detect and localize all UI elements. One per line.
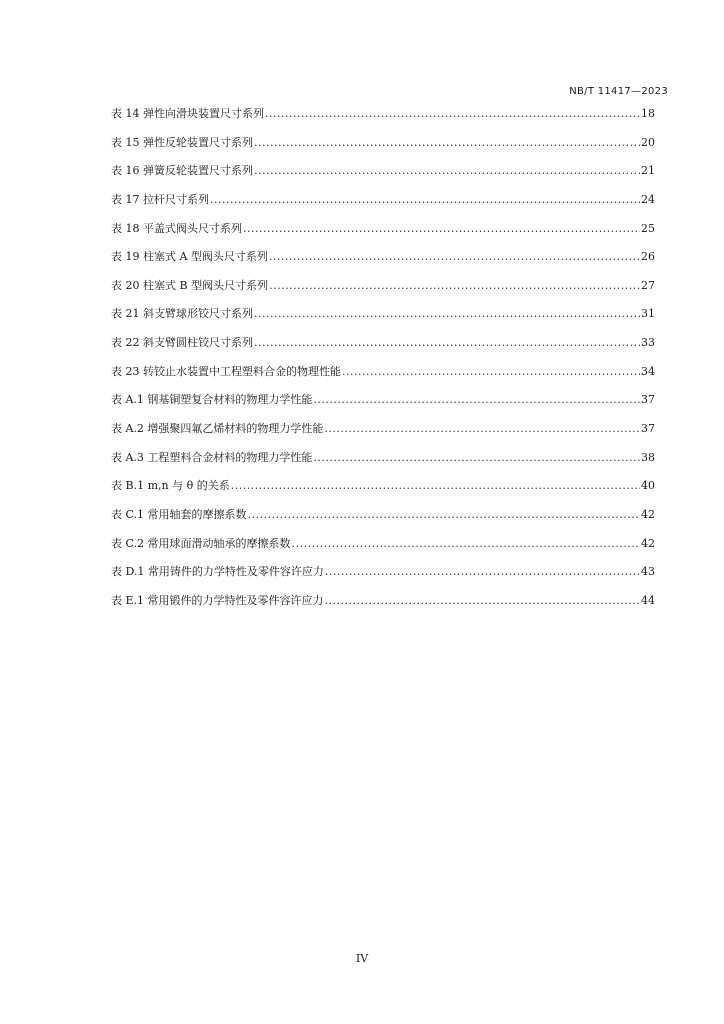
toc-entry-page: 33 bbox=[641, 336, 655, 350]
toc-leader-dots bbox=[325, 564, 640, 580]
toc-entry-title: 表 18 平盖式阀头尺寸系列 bbox=[111, 221, 242, 235]
toc-entry-page: 34 bbox=[641, 364, 655, 378]
toc-entry[interactable] bbox=[111, 364, 655, 393]
toc-leader-dots bbox=[210, 192, 640, 208]
toc-leader-dots bbox=[342, 364, 640, 380]
toc-entry[interactable] bbox=[111, 135, 655, 164]
toc-leader-dots bbox=[265, 106, 640, 122]
toc-entry-title: 表 C.1 常用轴套的摩擦系数 bbox=[111, 507, 247, 521]
toc-entry[interactable] bbox=[111, 450, 655, 479]
toc-entry[interactable] bbox=[111, 221, 655, 250]
toc-entry[interactable] bbox=[111, 335, 655, 364]
toc-entry-page: 25 bbox=[641, 221, 655, 235]
toc-entry-title: 表 20 柱塞式 B 型阀头尺寸系列 bbox=[111, 278, 269, 292]
toc-entry-page: 21 bbox=[641, 164, 655, 178]
toc-entry[interactable] bbox=[111, 192, 655, 221]
toc-entry[interactable] bbox=[111, 593, 655, 622]
toc-leader-dots bbox=[254, 163, 640, 179]
toc-entry[interactable] bbox=[111, 163, 655, 192]
toc-leader-dots bbox=[243, 221, 640, 237]
toc-entry-title: 表 17 拉杆尺寸系列 bbox=[111, 192, 209, 206]
toc-entry[interactable] bbox=[111, 106, 655, 135]
toc-entry-title: 表 15 弹性反轮装置尺寸系列 bbox=[111, 135, 253, 149]
toc-entry-page: 37 bbox=[641, 393, 655, 407]
toc-entry-title: 表 D.1 常用铸件的力学特性及零件容许应力 bbox=[111, 565, 324, 579]
toc-entry[interactable] bbox=[111, 306, 655, 335]
toc-leader-dots bbox=[292, 536, 640, 552]
toc-entry-page: 31 bbox=[641, 307, 655, 321]
toc-entry-page: 40 bbox=[641, 479, 655, 493]
toc-entry[interactable] bbox=[111, 564, 655, 593]
toc-entry-page: 26 bbox=[641, 250, 655, 264]
toc-entry-title: 表 23 转铰止水装置中工程塑料合金的物理性能 bbox=[111, 364, 341, 378]
toc-entry-title: 表 B.1 m,n 与 θ 的关系 bbox=[111, 479, 230, 493]
toc-entry-page: 42 bbox=[641, 536, 655, 550]
toc-entry-title: 表 A.1 钢基铜塑复合材料的物理力学性能 bbox=[111, 393, 313, 407]
toc-entry[interactable] bbox=[111, 249, 655, 278]
toc-entry-title: 表 19 柱塞式 A 型阀头尺寸系列 bbox=[111, 250, 268, 264]
toc-leader-dots bbox=[313, 450, 640, 466]
toc-leader-dots bbox=[254, 335, 640, 351]
toc-entry-page: 38 bbox=[641, 450, 655, 464]
toc-leader-dots bbox=[254, 135, 640, 151]
toc-entry-page: 27 bbox=[641, 278, 655, 292]
toc-entry[interactable] bbox=[111, 507, 655, 536]
toc-entry-page: 20 bbox=[641, 135, 655, 149]
toc-entry-title: 表 21 斜支臂球形铰尺寸系列 bbox=[111, 307, 253, 321]
toc-entry-page: 44 bbox=[641, 593, 655, 607]
toc-entry-page: 43 bbox=[641, 565, 655, 579]
toc-entry-title: 表 C.2 常用球面滑动轴承的摩擦系数 bbox=[111, 536, 291, 550]
toc-entry-title: 表 A.2 增强聚四氟乙烯材料的物理力学性能 bbox=[111, 422, 324, 436]
toc-leader-dots bbox=[325, 593, 640, 609]
toc-entry[interactable] bbox=[111, 392, 655, 421]
toc-entry[interactable] bbox=[111, 478, 655, 507]
toc-entry-title: 表 16 弹簧反轮装置尺寸系列 bbox=[111, 164, 253, 178]
toc-entry-page: 37 bbox=[641, 422, 655, 436]
page-number: IV bbox=[355, 952, 369, 965]
toc-entry-title: 表 E.1 常用锻件的力学特性及零件容许应力 bbox=[111, 593, 324, 607]
toc-entry-page: 42 bbox=[641, 507, 655, 521]
toc-entry-title: 表 22 斜支臂圆柱铰尺寸系列 bbox=[111, 336, 253, 350]
toc-leader-dots bbox=[313, 392, 640, 408]
table-of-contents bbox=[111, 106, 655, 622]
toc-entry-title: 表 A.3 工程塑料合金材料的物理力学性能 bbox=[111, 450, 313, 464]
toc-entry[interactable] bbox=[111, 536, 655, 565]
toc-leader-dots bbox=[248, 507, 640, 523]
toc-leader-dots bbox=[231, 478, 640, 494]
toc-leader-dots bbox=[269, 278, 640, 294]
toc-leader-dots bbox=[254, 306, 640, 322]
toc-entry-page: 18 bbox=[641, 107, 655, 120]
toc-entry[interactable] bbox=[111, 278, 655, 307]
standard-code-header: NB/T 11417—2023 bbox=[569, 86, 668, 97]
toc-leader-dots bbox=[324, 421, 640, 437]
toc-leader-dots bbox=[269, 249, 640, 265]
toc-entry-title: 表 14 弹性向滑块装置尺寸系列 bbox=[111, 107, 264, 120]
toc-entry-page: 24 bbox=[641, 192, 655, 206]
toc-entry[interactable] bbox=[111, 421, 655, 450]
